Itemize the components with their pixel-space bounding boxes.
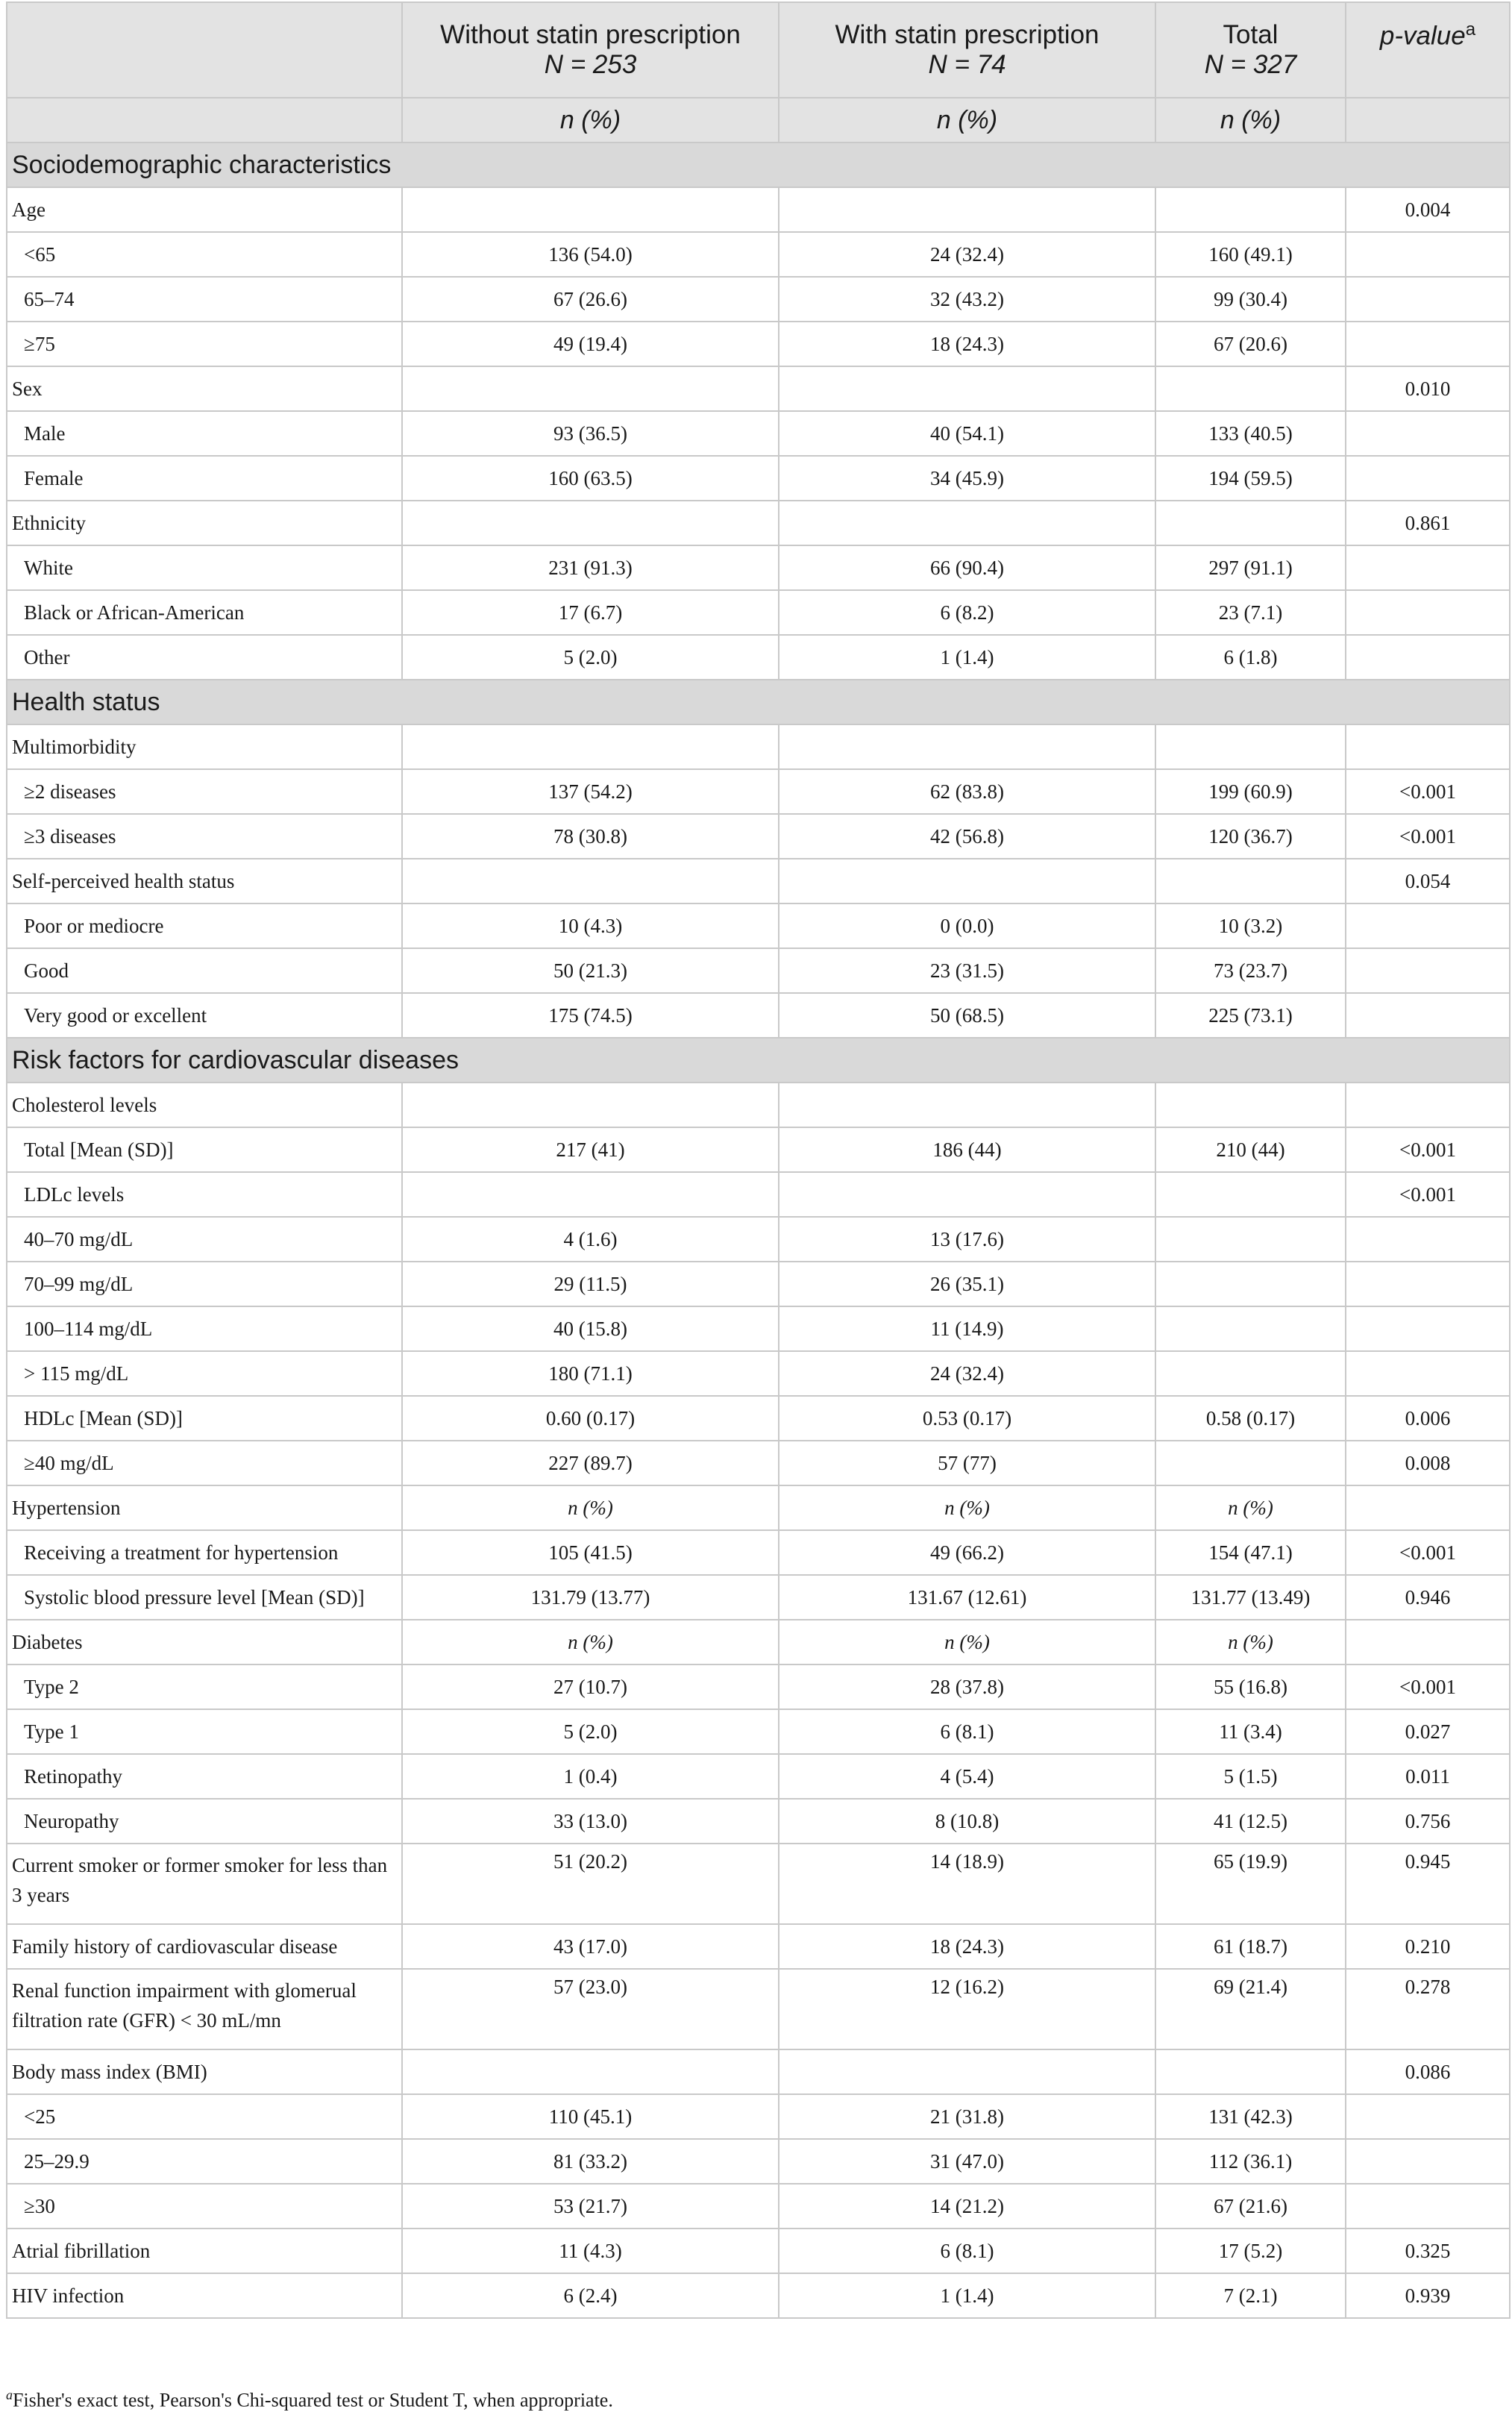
row-label: ≥30 [7, 2184, 402, 2229]
cell-without-statin: 51 (20.2) [402, 1844, 779, 1924]
cell-total [1155, 724, 1346, 769]
cell-pvalue: 0.006 [1346, 1396, 1510, 1441]
cell-with-statin: 186 (44) [779, 1127, 1155, 1172]
cell-total: 7 (2.1) [1155, 2273, 1346, 2318]
cell-with-statin [779, 2049, 1155, 2094]
header-col-total [1155, 2, 1346, 98]
cell-with-statin: 14 (18.9) [779, 1844, 1155, 1924]
cell-without-statin: 57 (23.0) [402, 1969, 779, 2049]
statin-characteristics-table [6, 1, 1511, 2319]
cell-total [1155, 1083, 1346, 1127]
cell-total: 23 (7.1) [1155, 590, 1346, 635]
row-label: Ethnicity [7, 501, 402, 545]
cell-pvalue: 0.939 [1346, 2273, 1510, 2318]
cell-pvalue [1346, 1083, 1510, 1127]
row-label: Diabetes [7, 1620, 402, 1664]
cell-without-statin [402, 187, 779, 232]
cell-without-statin: 10 (4.3) [402, 903, 779, 948]
table-row [7, 187, 1510, 232]
table-row [7, 635, 1510, 680]
table-row [7, 2229, 1510, 2273]
row-label: Neuropathy [7, 1799, 402, 1844]
cell-without-statin: 27 (10.7) [402, 1664, 779, 1709]
header-col-title: Total [1223, 20, 1279, 49]
header-row-titles [7, 2, 1510, 98]
cell-pvalue: 0.325 [1346, 2229, 1510, 2273]
table-row [7, 1441, 1510, 1485]
cell-without-statin: 137 (54.2) [402, 769, 779, 814]
cell-total [1155, 501, 1346, 545]
cell-pvalue [1346, 2139, 1510, 2184]
header-col-n: N = 253 [544, 50, 637, 79]
table-row [7, 411, 1510, 456]
cell-with-statin: 11 (14.9) [779, 1306, 1155, 1351]
cell-pvalue: <0.001 [1346, 769, 1510, 814]
table-row [7, 1396, 1510, 1441]
header-row-units [7, 98, 1510, 142]
cell-pvalue [1346, 545, 1510, 590]
table-row [7, 1351, 1510, 1396]
cell-pvalue [1346, 1351, 1510, 1396]
table-row [7, 1530, 1510, 1575]
row-label: 65–74 [7, 277, 402, 322]
row-label: Very good or excellent [7, 993, 402, 1038]
row-label: Retinopathy [7, 1754, 402, 1799]
cell-total [1155, 1262, 1346, 1306]
cell-with-statin: 49 (66.2) [779, 1530, 1155, 1575]
table-row [7, 2094, 1510, 2139]
section-header-row [7, 142, 1510, 187]
cell-total: 131 (42.3) [1155, 2094, 1346, 2139]
cell-total: 225 (73.1) [1155, 993, 1346, 1038]
table-row [7, 1664, 1510, 1709]
cell-with-statin: 24 (32.4) [779, 1351, 1155, 1396]
table-row [7, 724, 1510, 769]
cell-total: 67 (21.6) [1155, 2184, 1346, 2229]
cell-without-statin [402, 724, 779, 769]
cell-total: 99 (30.4) [1155, 277, 1346, 322]
table-row [7, 1620, 1510, 1664]
row-label: Female [7, 456, 402, 501]
cell-without-statin: 5 (2.0) [402, 635, 779, 680]
row-label: <25 [7, 2094, 402, 2139]
cell-pvalue [1346, 1306, 1510, 1351]
cell-pvalue: 0.086 [1346, 2049, 1510, 2094]
cell-pvalue: 0.945 [1346, 1844, 1510, 1924]
cell-with-statin: 1 (1.4) [779, 635, 1155, 680]
cell-with-statin: 18 (24.3) [779, 322, 1155, 366]
row-label: > 115 mg/dL [7, 1351, 402, 1396]
cell-without-statin: 110 (45.1) [402, 2094, 779, 2139]
table-row [7, 322, 1510, 366]
cell-with-statin: 131.67 (12.61) [779, 1575, 1155, 1620]
cell-total: 55 (16.8) [1155, 1664, 1346, 1709]
table-row [7, 2049, 1510, 2094]
table-row [7, 545, 1510, 590]
cell-without-statin: 5 (2.0) [402, 1709, 779, 1754]
cell-with-statin: n (%) [779, 1620, 1155, 1664]
cell-without-statin [402, 1172, 779, 1217]
cell-without-statin: 175 (74.5) [402, 993, 779, 1038]
cell-pvalue [1346, 903, 1510, 948]
row-label: Total [Mean (SD)] [7, 1127, 402, 1172]
cell-with-statin: 14 (21.2) [779, 2184, 1155, 2229]
cell-without-statin [402, 2049, 779, 2094]
table-row [7, 1575, 1510, 1620]
cell-without-statin: 40 (15.8) [402, 1306, 779, 1351]
cell-with-statin: 62 (83.8) [779, 769, 1155, 814]
row-label: Other [7, 635, 402, 680]
cell-without-statin: 29 (11.5) [402, 1262, 779, 1306]
cell-pvalue: 0.004 [1346, 187, 1510, 232]
cell-without-statin: 217 (41) [402, 1127, 779, 1172]
cell-without-statin: 1 (0.4) [402, 1754, 779, 1799]
pvalue-footnote-marker: a [1465, 19, 1476, 40]
row-label: Systolic blood pressure level [Mean (SD)] [7, 1575, 402, 1620]
header-col-with-statin [779, 2, 1155, 98]
cell-total: 73 (23.7) [1155, 948, 1346, 993]
cell-with-statin: 66 (90.4) [779, 545, 1155, 590]
row-label: 100–114 mg/dL [7, 1306, 402, 1351]
row-label: HIV infection [7, 2273, 402, 2318]
cell-pvalue [1346, 411, 1510, 456]
pvalue-title: p-value [1379, 21, 1466, 51]
cell-total [1155, 1351, 1346, 1396]
cell-with-statin: 13 (17.6) [779, 1217, 1155, 1262]
cell-with-statin: 24 (32.4) [779, 232, 1155, 277]
table-row [7, 1969, 1510, 2049]
table-row [7, 277, 1510, 322]
cell-without-statin: 231 (91.3) [402, 545, 779, 590]
cell-without-statin: 49 (19.4) [402, 322, 779, 366]
cell-without-statin [402, 501, 779, 545]
cell-without-statin: 53 (21.7) [402, 2184, 779, 2229]
cell-pvalue [1346, 993, 1510, 1038]
cell-with-statin: 32 (43.2) [779, 277, 1155, 322]
row-label: Sex [7, 366, 402, 411]
cell-with-statin: 6 (8.2) [779, 590, 1155, 635]
cell-total: 69 (21.4) [1155, 1969, 1346, 2049]
row-label: Multimorbidity [7, 724, 402, 769]
cell-total [1155, 2049, 1346, 2094]
header-col-n: N = 327 [1204, 50, 1297, 79]
table-row [7, 769, 1510, 814]
cell-with-statin: 0.53 (0.17) [779, 1396, 1155, 1441]
cell-with-statin: 1 (1.4) [779, 2273, 1155, 2318]
table-row [7, 232, 1510, 277]
cell-total: 10 (3.2) [1155, 903, 1346, 948]
cell-pvalue [1346, 948, 1510, 993]
cell-without-statin: 227 (89.7) [402, 1441, 779, 1485]
section-header-row [7, 680, 1510, 724]
cell-pvalue [1346, 1262, 1510, 1306]
cell-with-statin [779, 724, 1155, 769]
cell-without-statin: 50 (21.3) [402, 948, 779, 993]
cell-pvalue: <0.001 [1346, 814, 1510, 859]
row-label: Self-perceived health status [7, 859, 402, 903]
row-label: ≥3 diseases [7, 814, 402, 859]
table-row [7, 859, 1510, 903]
row-label: Good [7, 948, 402, 993]
row-label: Renal function impairment with glomerual filtration rate (GFR) < 30 mL/mn [7, 1969, 402, 2049]
cell-total: 112 (36.1) [1155, 2139, 1346, 2184]
table-header [7, 2, 1510, 142]
cell-pvalue [1346, 456, 1510, 501]
cell-without-statin: n (%) [402, 1485, 779, 1530]
section-title: Health status [7, 680, 1510, 724]
cell-with-statin: 26 (35.1) [779, 1262, 1155, 1306]
row-label: Receiving a treatment for hypertension [7, 1530, 402, 1575]
row-label: ≥75 [7, 322, 402, 366]
header-col-title: Without statin prescription [440, 20, 741, 49]
cell-with-statin: 21 (31.8) [779, 2094, 1155, 2139]
cell-with-statin [779, 1172, 1155, 1217]
row-label: 70–99 mg/dL [7, 1262, 402, 1306]
table-body [7, 142, 1510, 2318]
cell-pvalue: <0.001 [1346, 1530, 1510, 1575]
cell-pvalue: <0.001 [1346, 1127, 1510, 1172]
header-unit-corner [7, 98, 402, 142]
cell-pvalue [1346, 590, 1510, 635]
cell-total: 65 (19.9) [1155, 1844, 1346, 1924]
table-row [7, 1924, 1510, 1969]
cell-total: 160 (49.1) [1155, 232, 1346, 277]
cell-total: n (%) [1155, 1485, 1346, 1530]
cell-without-statin: 43 (17.0) [402, 1924, 779, 1969]
cell-total: 67 (20.6) [1155, 322, 1346, 366]
cell-pvalue: 0.011 [1346, 1754, 1510, 1799]
table-footnote [6, 2387, 613, 2412]
row-label: Type 1 [7, 1709, 402, 1754]
table-row [7, 1217, 1510, 1262]
cell-with-statin [779, 1083, 1155, 1127]
row-label: Atrial fibrillation [7, 2229, 402, 2273]
header-col-pvalue [1346, 2, 1510, 98]
cell-total [1155, 859, 1346, 903]
cell-total: n (%) [1155, 1620, 1346, 1664]
cell-without-statin [402, 366, 779, 411]
table-row [7, 2139, 1510, 2184]
cell-with-statin [779, 501, 1155, 545]
table-row [7, 1127, 1510, 1172]
cell-pvalue: 0.010 [1346, 366, 1510, 411]
cell-pvalue [1346, 322, 1510, 366]
table-row [7, 1844, 1510, 1924]
header-col-title: With statin prescription [835, 20, 1100, 49]
header-unit-pvalue [1346, 98, 1510, 142]
cell-total [1155, 1217, 1346, 1262]
table-row [7, 1799, 1510, 1844]
cell-without-statin [402, 859, 779, 903]
header-col-n: N = 74 [928, 50, 1006, 79]
cell-with-statin: 6 (8.1) [779, 2229, 1155, 2273]
cell-without-statin: 33 (13.0) [402, 1799, 779, 1844]
cell-total: 17 (5.2) [1155, 2229, 1346, 2273]
row-label: Hypertension [7, 1485, 402, 1530]
cell-total: 11 (3.4) [1155, 1709, 1346, 1754]
cell-total [1155, 1441, 1346, 1485]
row-label: ≥40 mg/dL [7, 1441, 402, 1485]
cell-without-statin: 0.60 (0.17) [402, 1396, 779, 1441]
cell-with-statin: 0 (0.0) [779, 903, 1155, 948]
cell-without-statin: 67 (26.6) [402, 277, 779, 322]
cell-pvalue [1346, 1485, 1510, 1530]
header-col-without-statin [402, 2, 779, 98]
cell-without-statin: 131.79 (13.77) [402, 1575, 779, 1620]
table-row [7, 1262, 1510, 1306]
cell-pvalue: 0.756 [1346, 1799, 1510, 1844]
cell-pvalue [1346, 232, 1510, 277]
row-label: White [7, 545, 402, 590]
cell-with-statin: 57 (77) [779, 1441, 1155, 1485]
cell-without-statin: 136 (54.0) [402, 232, 779, 277]
row-label: ≥2 diseases [7, 769, 402, 814]
cell-with-statin: 23 (31.5) [779, 948, 1155, 993]
row-label: Family history of cardiovascular disease [7, 1924, 402, 1969]
cell-pvalue: 0.054 [1346, 859, 1510, 903]
table-row [7, 903, 1510, 948]
cell-total: 199 (60.9) [1155, 769, 1346, 814]
cell-total: 133 (40.5) [1155, 411, 1346, 456]
cell-without-statin: 180 (71.1) [402, 1351, 779, 1396]
cell-without-statin: 17 (6.7) [402, 590, 779, 635]
table-row [7, 366, 1510, 411]
cell-total: 194 (59.5) [1155, 456, 1346, 501]
cell-without-statin [402, 1083, 779, 1127]
cell-with-statin [779, 187, 1155, 232]
header-unit-with-statin: n (%) [779, 98, 1155, 142]
table-row [7, 1172, 1510, 1217]
cell-pvalue: 0.278 [1346, 1969, 1510, 2049]
cell-pvalue: 0.946 [1346, 1575, 1510, 1620]
header-unit-without-statin: n (%) [402, 98, 779, 142]
cell-without-statin: 78 (30.8) [402, 814, 779, 859]
cell-total: 131.77 (13.49) [1155, 1575, 1346, 1620]
table-row [7, 501, 1510, 545]
cell-with-statin: 8 (10.8) [779, 1799, 1155, 1844]
cell-total: 61 (18.7) [1155, 1924, 1346, 1969]
cell-total: 6 (1.8) [1155, 635, 1346, 680]
cell-with-statin: 28 (37.8) [779, 1664, 1155, 1709]
table-row [7, 2273, 1510, 2318]
table-row [7, 1083, 1510, 1127]
cell-without-statin: 105 (41.5) [402, 1530, 779, 1575]
cell-pvalue: 0.008 [1346, 1441, 1510, 1485]
cell-pvalue: 0.861 [1346, 501, 1510, 545]
row-label: Body mass index (BMI) [7, 2049, 402, 2094]
header-corner-cell [7, 2, 402, 98]
section-title: Risk factors for cardiovascular diseases [7, 1038, 1510, 1083]
cell-pvalue: <0.001 [1346, 1172, 1510, 1217]
cell-with-statin: 40 (54.1) [779, 411, 1155, 456]
cell-total [1155, 1306, 1346, 1351]
cell-with-statin [779, 859, 1155, 903]
cell-without-statin: n (%) [402, 1620, 779, 1664]
row-label: 25–29.9 [7, 2139, 402, 2184]
cell-with-statin [779, 366, 1155, 411]
cell-without-statin: 6 (2.4) [402, 2273, 779, 2318]
cell-pvalue [1346, 635, 1510, 680]
row-label: Age [7, 187, 402, 232]
cell-pvalue [1346, 724, 1510, 769]
table-row [7, 993, 1510, 1038]
cell-pvalue [1346, 277, 1510, 322]
cell-with-statin: n (%) [779, 1485, 1155, 1530]
table-row [7, 814, 1510, 859]
cell-total: 41 (12.5) [1155, 1799, 1346, 1844]
cell-with-statin: 34 (45.9) [779, 456, 1155, 501]
cell-with-statin: 42 (56.8) [779, 814, 1155, 859]
cell-with-statin: 18 (24.3) [779, 1924, 1155, 1969]
table-row [7, 456, 1510, 501]
cell-total [1155, 1172, 1346, 1217]
cell-total: 5 (1.5) [1155, 1754, 1346, 1799]
table-row [7, 948, 1510, 993]
cell-without-statin: 11 (4.3) [402, 2229, 779, 2273]
row-label: Cholesterol levels [7, 1083, 402, 1127]
cell-pvalue [1346, 1620, 1510, 1664]
cell-with-statin: 12 (16.2) [779, 1969, 1155, 2049]
table-row [7, 2184, 1510, 2229]
row-label: Poor or mediocre [7, 903, 402, 948]
section-title: Sociodemographic characteristics [7, 142, 1510, 187]
cell-pvalue: 0.027 [1346, 1709, 1510, 1754]
table-row [7, 1754, 1510, 1799]
table-row [7, 1485, 1510, 1530]
cell-without-statin: 81 (33.2) [402, 2139, 779, 2184]
footnote-marker: a [6, 2387, 13, 2402]
cell-with-statin: 50 (68.5) [779, 993, 1155, 1038]
cell-without-statin: 160 (63.5) [402, 456, 779, 501]
cell-pvalue: 0.210 [1346, 1924, 1510, 1969]
header-unit-total: n (%) [1155, 98, 1346, 142]
cell-total: 120 (36.7) [1155, 814, 1346, 859]
cell-total: 154 (47.1) [1155, 1530, 1346, 1575]
table-row [7, 590, 1510, 635]
table-row [7, 1306, 1510, 1351]
cell-with-statin: 31 (47.0) [779, 2139, 1155, 2184]
cell-with-statin: 4 (5.4) [779, 1754, 1155, 1799]
cell-with-statin: 6 (8.1) [779, 1709, 1155, 1754]
row-label: HDLc [Mean (SD)] [7, 1396, 402, 1441]
row-label: Type 2 [7, 1664, 402, 1709]
table-container [6, 1, 1509, 2319]
row-label: 40–70 mg/dL [7, 1217, 402, 1262]
cell-total: 210 (44) [1155, 1127, 1346, 1172]
section-header-row [7, 1038, 1510, 1083]
cell-pvalue: <0.001 [1346, 1664, 1510, 1709]
cell-total: 297 (91.1) [1155, 545, 1346, 590]
cell-total [1155, 187, 1346, 232]
cell-pvalue [1346, 2184, 1510, 2229]
row-label: LDLc levels [7, 1172, 402, 1217]
footnote-text: Fisher's exact test, Pearson's Chi-squared test or Student T, when appropriate. [13, 2389, 613, 2411]
cell-pvalue [1346, 1217, 1510, 1262]
cell-without-statin: 4 (1.6) [402, 1217, 779, 1262]
row-label: Current smoker or former smoker for less than 3 years [7, 1844, 402, 1924]
cell-without-statin: 93 (36.5) [402, 411, 779, 456]
row-label: Black or African-American [7, 590, 402, 635]
row-label: <65 [7, 232, 402, 277]
row-label: Male [7, 411, 402, 456]
cell-total: 0.58 (0.17) [1155, 1396, 1346, 1441]
table-row [7, 1709, 1510, 1754]
cell-pvalue [1346, 2094, 1510, 2139]
cell-total [1155, 366, 1346, 411]
